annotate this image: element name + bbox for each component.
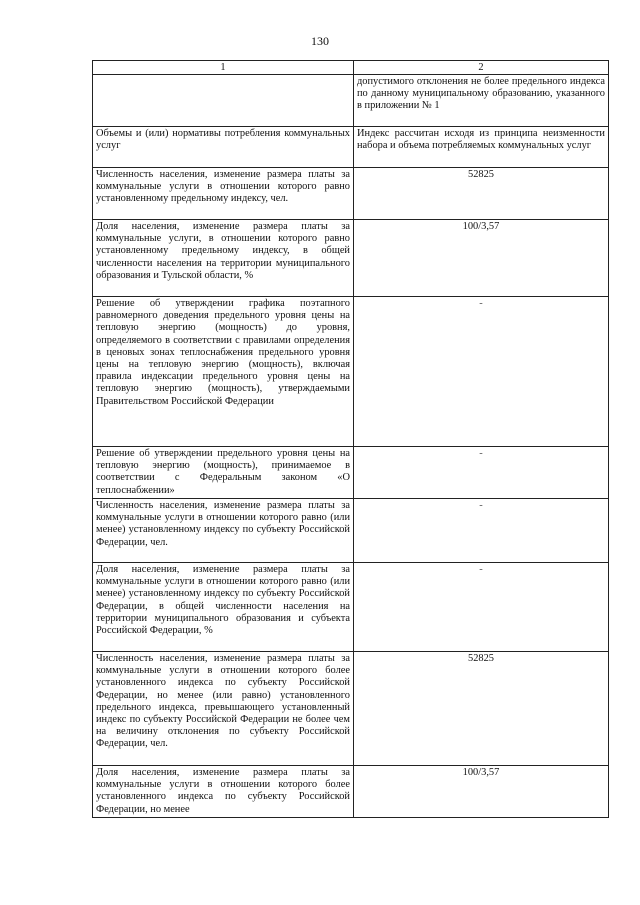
continuation-empty-cell xyxy=(93,75,354,127)
row-value: 52825 xyxy=(354,168,609,220)
table-row xyxy=(93,499,609,563)
table-row xyxy=(93,447,609,499)
page-number: 130 xyxy=(311,34,329,48)
row-label: Численность населения, изменение размера платы за коммунальные услуги в отношении которого равно установленному предельному индексу, чел. xyxy=(93,168,354,220)
row-label: Численность населения, изменение размера платы за коммунальные услуги в отношении которого более установленного индекса по субъекту Российской Федерации, но менее (или равно) установленного предельного индекса, превышающего установленный индекс по субъекту Российской Федерации не более чем на величину отклонения по субъекту Российской Федерации, чел. xyxy=(93,652,354,766)
row-label: Доля населения, изменение размера платы за коммунальные услуги в отношении которого равно (или менее) установленному индексу по субъекту Российской Федерации, в общей численности населения на территории муниципального образования и субъекта Российской Федерации, % xyxy=(93,563,354,652)
row-value: - xyxy=(354,297,609,447)
continuation-row xyxy=(93,75,609,127)
table-row xyxy=(93,652,609,766)
table-header-row xyxy=(93,61,609,75)
table-row xyxy=(93,127,609,168)
row-label: Объемы и (или) нормативы потребления коммунальных услуг xyxy=(93,127,354,168)
continuation-cell: допустимого отклонения не более предельного индекса по данному муниципальному образованию, указанного в приложении № 1 xyxy=(354,75,609,127)
row-value: - xyxy=(354,447,609,499)
row-value: - xyxy=(354,499,609,563)
row-label: Доля населения, изменение размера платы за коммунальные услуги, в отношении которого равно установленному предельному индексу, в общей численности населения на территории муниципального образования и Тульской области, % xyxy=(93,220,354,297)
table-row xyxy=(93,168,609,220)
row-value: 100/3,57 xyxy=(354,766,609,818)
row-value: 52825 xyxy=(354,652,609,766)
column-header-2: 2 xyxy=(354,61,609,75)
row-value: 100/3,57 xyxy=(354,220,609,297)
indicators-table xyxy=(92,60,609,818)
table-row xyxy=(93,220,609,297)
row-label: Доля населения, изменение размера платы за коммунальные услуги в отношении которого более установленного индекса по субъекту Российской Федерации, но менее xyxy=(93,766,354,818)
row-label: Решение об утверждении графика поэтапного равномерного доведения предельного уровня цены на тепловую энергию (мощность) до уровня, определяемого в соответствии с правилами определения в ценовых зонах теплоснабжения предельного уровня цены на тепловую энергию (мощность), включая правила индексации предельного уровня цены на тепловую энергию (мощность), утверждаемыми Правительством Российской Федерации xyxy=(93,297,354,447)
row-value: - xyxy=(354,563,609,652)
table-row xyxy=(93,766,609,818)
row-label: Численность населения, изменение размера платы за коммунальные услуги в отношении которого равно (или менее) установленному индексу по субъекту Российской Федерации, чел. xyxy=(93,499,354,563)
row-value: Индекс рассчитан исходя из принципа неизменности набора и объема потребляемых коммунальных услуг xyxy=(354,127,609,168)
column-header-1: 1 xyxy=(93,61,354,75)
table-row xyxy=(93,563,609,652)
table-row xyxy=(93,297,609,447)
row-label: Решение об утверждении предельного уровня цены на тепловую энергию (мощность), принимаемое в соответствии с Федеральным законом «О теплоснабжении» xyxy=(93,447,354,499)
